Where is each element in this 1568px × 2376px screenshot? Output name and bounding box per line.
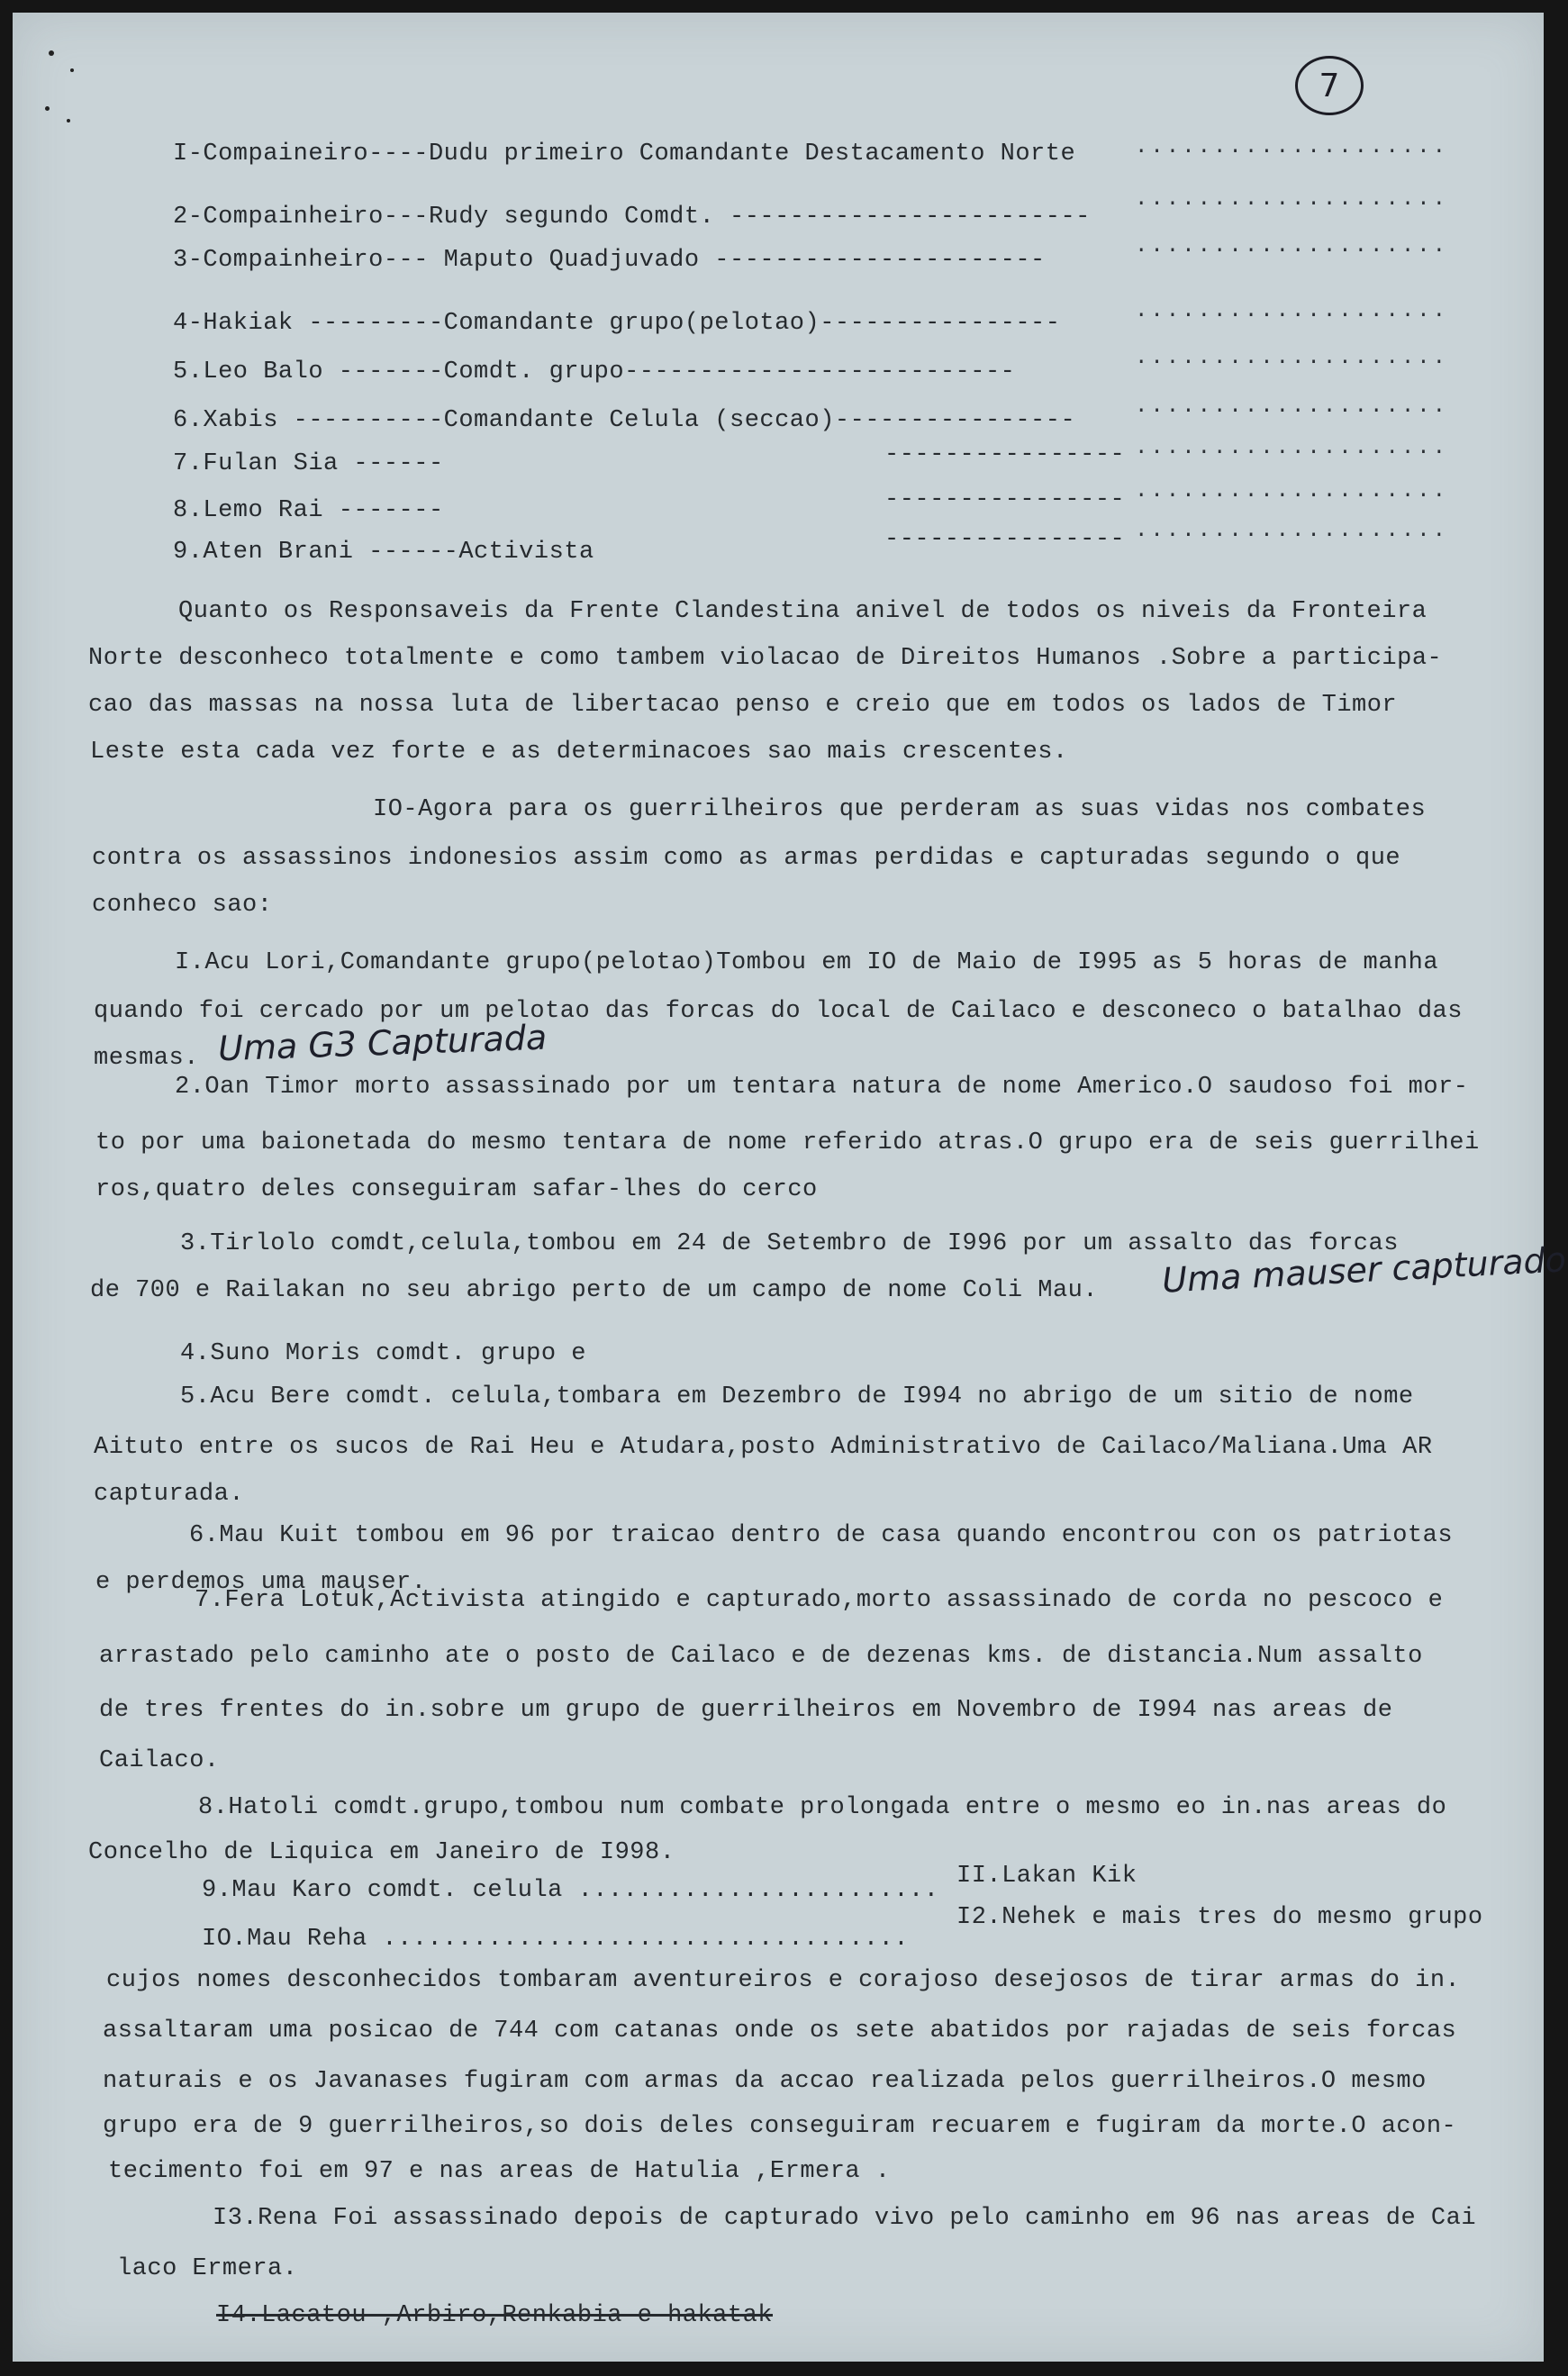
roster-line: I-Compaineiro----Dudu primeiro Comandante Destacamento Norte xyxy=(173,141,1076,168)
entry-line: tecimento foi em 97 e nas areas de Hatulia ,Ermera . xyxy=(108,2158,891,2185)
entry-line: assaltaram uma posicao de 744 com catanas onde os sete abatidos por rajadas de seis forcas xyxy=(103,2018,1457,2045)
paragraph-line: Norte desconheco totalmente e como tambem violacao de Direitos Humanos .Sobre a participa- xyxy=(88,645,1443,672)
entry-line: quando foi cercado por um pelotao das forcas do local de Cailaco e desconeco o batalhao das xyxy=(94,998,1463,1025)
ink-speck xyxy=(49,50,54,56)
entry-line: 5.Acu Bere comdt. celula,tombara em Dezembro de I994 no abrigo de um sitio de nome xyxy=(180,1383,1414,1410)
roster-line: 5.Leo Balo -------Comdt. grupo-------------------------- xyxy=(173,358,1016,385)
roster-line: 4-Hakiak ---------Comandante grupo(pelotao)---------------- xyxy=(173,310,1061,337)
roster-dots: .................... xyxy=(1135,299,1449,323)
entry-line: 9.Mau Karo comdt. celula ........................ xyxy=(202,1877,939,1904)
entry-line: I.Acu Lori,Comandante grupo(pelotao)Tombou em IO de Maio de I995 as 5 horas de manha xyxy=(175,949,1439,976)
roster-dashes: ---------------- xyxy=(884,441,1126,468)
ink-speck xyxy=(45,106,50,111)
roster-line: 8.Lemo Rai ------- xyxy=(173,497,444,524)
entry-line: de tres frentes do in.sobre um grupo de guerrilheiros em Novembro de I994 nas areas de xyxy=(99,1697,1393,1724)
entry-line: I2.Nehek e mais tres do mesmo grupo xyxy=(956,1904,1483,1931)
entry-line: capturada. xyxy=(94,1481,245,1508)
roster-line: 9.Aten Brani ------Activista xyxy=(173,539,594,566)
roster-dashes: ---------------- xyxy=(884,526,1126,553)
roster-line: 3-Compainheiro--- Maputo Quadjuvado ---------------------- xyxy=(173,247,1046,274)
section-heading: IO-Agora para os guerrilheiros que perderam as suas vidas nos combates xyxy=(373,796,1427,823)
paragraph-line: contra os assassinos indonesios assim como as armas perdidas e capturadas segundo o que xyxy=(92,845,1401,872)
roster-dots: .................... xyxy=(1135,234,1449,258)
entry-line: e perdemos uma mauser. xyxy=(95,1569,427,1596)
roster-line: 2-Compainheiro---Rudy segundo Comdt. ------------------------ xyxy=(173,204,1091,231)
roster-dots: .................... xyxy=(1135,135,1449,159)
entry-line: II.Lakan Kik xyxy=(956,1863,1137,1890)
struck-entry-line: I4.Lacatou ,Arbiro,Renkabia e hakatak xyxy=(216,2302,773,2329)
entry-line: 7.Fera Lotuk,Activista atingido e capturado,morto assassinado de corda no pescoco e xyxy=(195,1587,1444,1614)
paragraph-line: cao das massas na nossa luta de libertacao penso e creio que em todos os lados de Timor xyxy=(88,692,1398,719)
handwritten-note: Uma G3 Capturada xyxy=(217,1017,548,1069)
entry-line: to por uma baionetada do mesmo tentara de nome referido atras.O grupo era de seis guerrilhei xyxy=(95,1129,1480,1156)
entry-line: de 700 e Railakan no seu abrigo perto de um campo de nome Coli Mau. xyxy=(90,1277,1099,1304)
entry-line: 3.Tirlolo comdt,celula,tombou em 24 de Setembro de I996 por um assalto das forcas xyxy=(180,1230,1399,1257)
roster-dots: .................... xyxy=(1135,394,1449,419)
entry-line: arrastado pelo caminho ate o posto de Cailaco e de dezenas kms. de distancia.Num assalto xyxy=(99,1643,1423,1670)
roster-dashes: ---------------- xyxy=(884,486,1126,513)
ink-speck xyxy=(70,68,74,72)
entry-line: 4.Suno Moris comdt. grupo e xyxy=(180,1340,586,1367)
entry-line: I3.Rena Foi assassinado depois de capturado vivo pelo caminho em 96 nas areas de Cai xyxy=(213,2205,1477,2232)
roster-line: 7.Fulan Sia ------ xyxy=(173,450,444,477)
ink-speck xyxy=(67,119,70,122)
document-page xyxy=(13,13,1567,2362)
entry-line: 6.Mau Kuit tombou em 96 por traicao dentro de casa quando encontrou con os patriotas xyxy=(189,1522,1454,1549)
paragraph-line: conheco sao: xyxy=(92,892,273,919)
entry-line: Cailaco. xyxy=(99,1747,220,1774)
roster-dots: .................... xyxy=(1135,519,1449,543)
entry-line: laco Ermera. xyxy=(117,2255,298,2282)
roster-line: 6.Xabis ----------Comandante Celula (seccao)---------------- xyxy=(173,407,1076,434)
entry-line: grupo era de 9 guerrilheiros,so dois deles conseguiram recuarem e fugiram da morte.O acon- xyxy=(103,2113,1457,2140)
roster-dots: .................... xyxy=(1135,436,1449,460)
entry-line: Aituto entre os sucos de Rai Heu e Atudara,posto Administrativo de Cailaco/Maliana.Uma AR xyxy=(94,1434,1433,1461)
paragraph-line: Quanto os Responsaveis da Frente Clandestina anivel de todos os niveis da Fronteira xyxy=(178,598,1428,625)
entry-line: 8.Hatoli comdt.grupo,tombou num combate prolongada entre o mesmo eo in.nas areas do xyxy=(198,1794,1447,1821)
entry-line: mesmas. xyxy=(94,1045,199,1072)
paragraph-line: Leste esta cada vez forte e as determinacoes sao mais crescentes. xyxy=(90,739,1068,766)
roster-dots: .................... xyxy=(1135,187,1449,212)
roster-dots: .................... xyxy=(1135,346,1449,370)
entry-line: 2.Oan Timor morto assassinado por um tentara natura de nome Americo.O saudoso foi mor- xyxy=(175,1074,1469,1101)
entry-line: cujos nomes desconhecidos tombaram aventureiros e corajoso desejosos de tirar armas do in. xyxy=(106,1967,1461,1994)
entry-line: naturais e os Javanases fugiram com armas da accao realizada pelos guerrilheiros.O mesmo xyxy=(103,2068,1427,2095)
entry-line: IO.Mau Reha ................................... xyxy=(202,1926,910,1953)
page-number: 7 xyxy=(1295,56,1364,115)
roster-dots: .................... xyxy=(1135,479,1449,503)
entry-line: Concelho de Liquica em Janeiro de I998. xyxy=(88,1839,675,1866)
handwritten-note: Uma mauser capturado xyxy=(1161,1239,1567,1301)
entry-line: ros,quatro deles conseguiram safar-lhes do cerco xyxy=(95,1176,818,1203)
